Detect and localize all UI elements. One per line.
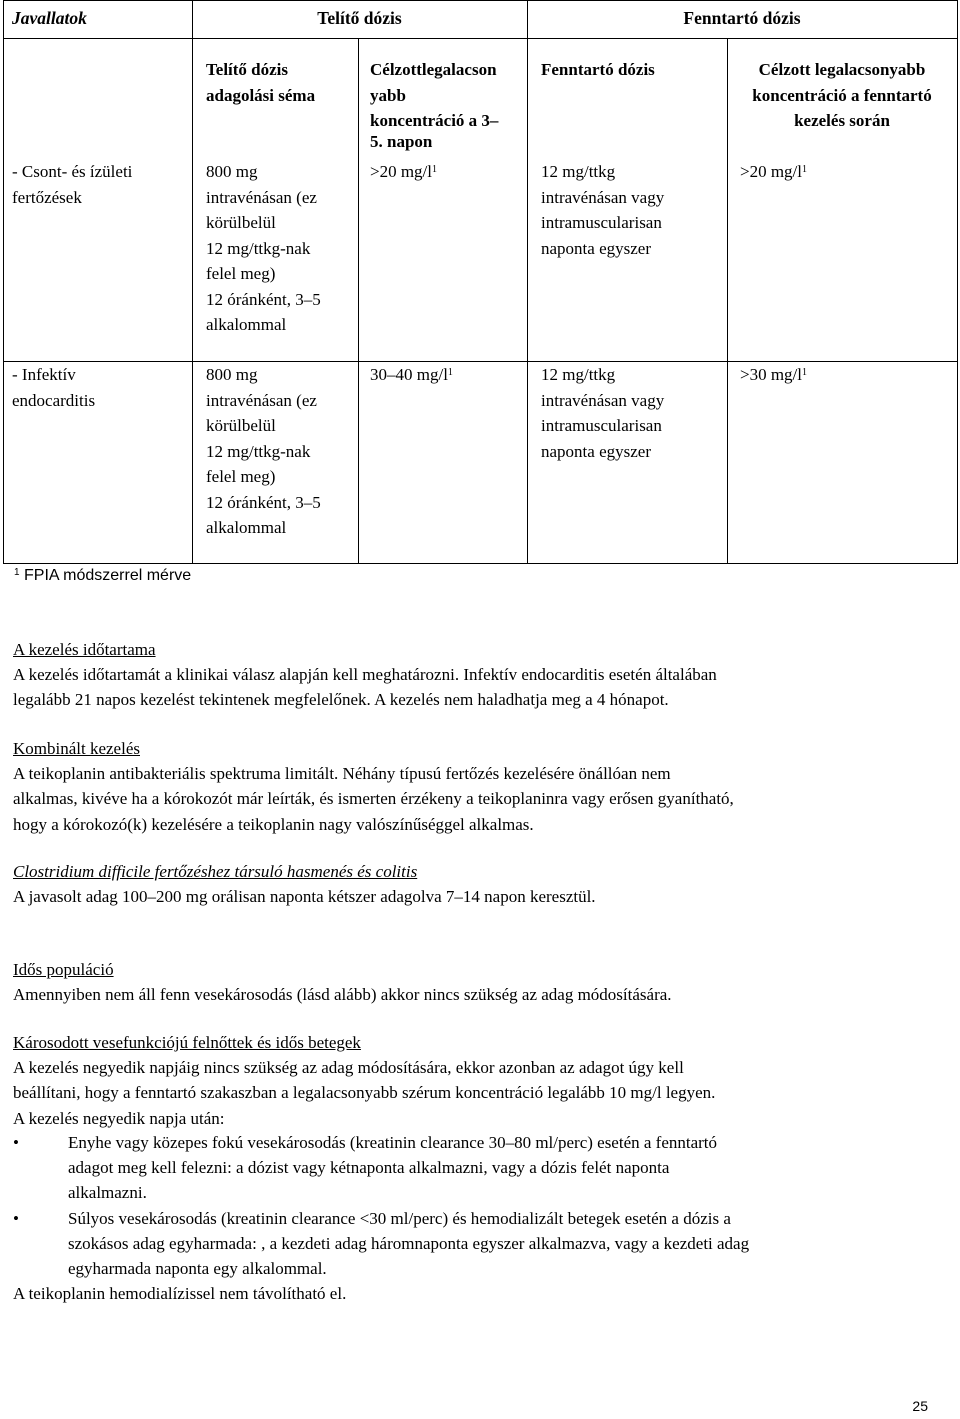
header-loading-dose: Telítő dózis bbox=[317, 8, 402, 28]
subheader-target-trough-day: Célzottlegalacson yabb koncentráció a 3– 5. napon bbox=[370, 60, 499, 151]
table-col-divider bbox=[527, 0, 528, 563]
table-row-divider bbox=[3, 361, 958, 362]
header-maintenance-dose: Fenntartó dózis bbox=[683, 8, 801, 28]
section-cdiff: Clostridium difficile fertőzéshez társuló hasmenés és colitis A javasolt adag 100–200 mg orálisan naponta kétszer adagolva 7–14 napon keresztül. bbox=[13, 859, 948, 909]
subheader-loading-scheme: Telítő dózis adagolási séma bbox=[206, 60, 316, 105]
section-heading: A kezelés időtartama bbox=[13, 640, 156, 659]
bullet-icon: • bbox=[13, 1133, 19, 1152]
row2-target-trough-day: 30–40 $mg/l^1$ bbox=[370, 365, 453, 384]
renal-bullet-severe: • Súlyos vesekárosodás (kreatinin clearance <30 ml/perc) és hemodializált betegek esetén a dózis a szokásos adag egyharmada: , a kezdeti adag háromnaponta egyszer alkalmazva, vagy a kezdeti adag egyharmada naponta egy alkalommal. bbox=[13, 1206, 948, 1282]
section-combination: Kombinált kezelés A teikoplanin antibakteriális spektruma limitált. Néhány típusú fertőzés kezelésére önállóan nem alkalmas, kivéve ha a kórokozót már leírták, és ismerten érzékeny a teikoplaninra vagy erősen gyanítható, hogy a kórokozó(k) kezelésére a teikoplanin nagy valószínűséggel alkalmas. bbox=[13, 736, 948, 837]
section-heading: Kombinált kezelés bbox=[13, 739, 140, 758]
row2-target-trough-maintenance: >30 $mg/l^1$ bbox=[740, 365, 808, 384]
row2-indication: - Infektív endocarditis bbox=[12, 365, 96, 410]
dosage-table bbox=[3, 0, 958, 563]
renal-closing: A teikoplanin hemodialízissel nem távolítható el. bbox=[13, 1284, 347, 1303]
subheader-maintenance-dose: Fenntartó dózis bbox=[541, 60, 655, 79]
table-col-divider bbox=[358, 38, 359, 563]
page-number: 25 bbox=[912, 1398, 928, 1414]
row1-target-trough-day: >20 $mg/l^1$ bbox=[370, 162, 438, 181]
table-border-top bbox=[3, 0, 958, 1]
row2-loading-dose: 800 mg intravénásan (ez körülbelül 12 mg/ttkg-nak felel meg) 12 óránként, 3–5 alkalommal bbox=[206, 365, 321, 537]
section-renal: Károsodott vesefunkciójú felnőttek és idős betegek A kezelés negyedik napjáig nincs szükség az adag módosítására, ekkor azonban az adagot úgy kell beállítani, hogy a fenntartó szakaszban a legalacsonyabb szérum koncentráció legalább 10 mg/l legyen. A kezelés negyedik napja után: bbox=[13, 1030, 948, 1131]
section-elderly: Idős populáció Amennyiben nem áll fenn vesekárosodás (lásd alább) akkor nincs szükség az adag módosítására. bbox=[13, 957, 948, 1007]
row1-loading-dose: 800 mg intravénásan (ez körülbelül 12 mg/ttkg-nak felel meg) 12 óránként, 3–5 alkalommal bbox=[206, 162, 321, 334]
row2-maintenance-dose: 12 mg/ttkg intravénásan vagy intramuscularisan naponta egyszer bbox=[541, 365, 665, 461]
section-heading: Idős populáció bbox=[13, 960, 114, 979]
section-heading: Clostridium difficile fertőzéshez társuló hasmenés és colitis bbox=[13, 862, 418, 881]
row1-target-trough-maintenance: >20 $mg/l^1$ bbox=[740, 162, 808, 181]
section-heading: Károsodott vesefunkciójú felnőttek és idős betegek bbox=[13, 1033, 361, 1052]
row1-maintenance-dose: 12 mg/ttkg intravénásan vagy intramuscularisan naponta egyszer bbox=[541, 162, 665, 258]
table-header-divider bbox=[3, 38, 958, 39]
header-indications: Javallatok bbox=[12, 8, 87, 28]
table-border-right bbox=[957, 0, 958, 563]
table-col-divider bbox=[192, 0, 193, 563]
renal-bullet-moderate: • Enyhe vagy közepes fokú vesekárosodás (kreatinin clearance 30–80 ml/perc) esetén a fenntartó adagot meg kell felezni: a dózist vagy kétnaponta alkalmazni, vagy a dózis felét naponta alkalmazni. bbox=[13, 1130, 948, 1206]
bullet-icon: • bbox=[13, 1209, 19, 1228]
section-duration: A kezelés időtartama A kezelés időtartamát a klinikai válasz alapján kell meghatározni. Infektív endocarditis esetén általában legalább 21 napos kezelést tekintenek megfelelőnek. A kezelés nem haladhatja meg a 4 hónapot. bbox=[13, 637, 948, 713]
subheader-target-trough-maintenance: Célzott legalacsonyabb koncentráció a fenntartó kezelés során bbox=[752, 60, 932, 130]
table-footnote: $^1$ FPIA módszerrel mérve bbox=[14, 567, 192, 584]
row1-indication: - Csont- és ízületi fertőzések bbox=[12, 162, 133, 207]
table-border-left bbox=[3, 0, 4, 563]
